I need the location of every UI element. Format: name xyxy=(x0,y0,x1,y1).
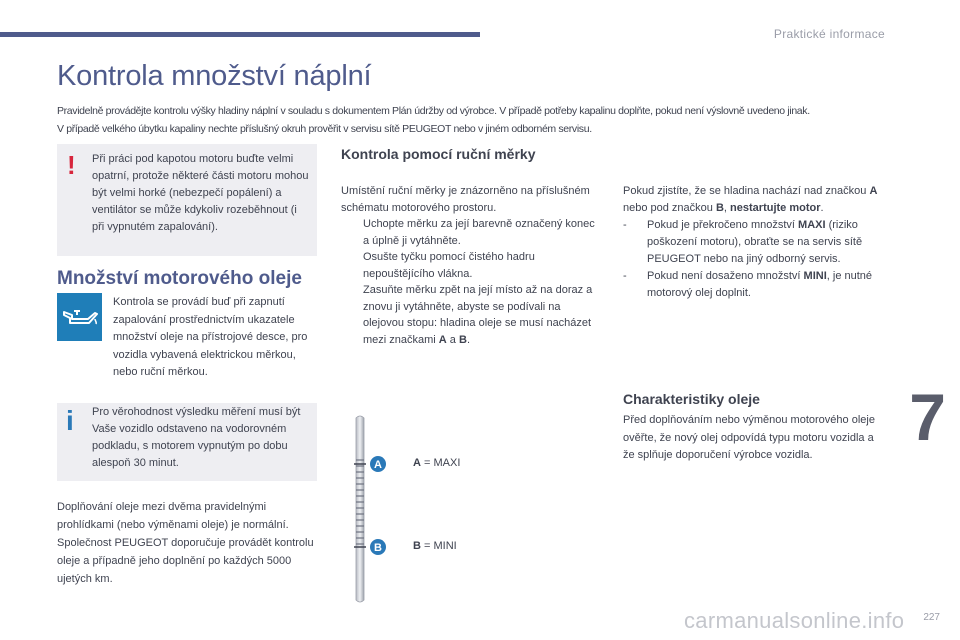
label-maxi xyxy=(413,457,460,469)
dipstick-step xyxy=(341,282,603,348)
level-period: . xyxy=(820,202,824,214)
dipstick-body xyxy=(341,183,603,348)
level-stop: nestartujte motor xyxy=(730,202,821,214)
level-min-item xyxy=(623,268,885,302)
info-text: Pro věrohodnost výsledku měření musí být Vaše vozidlo odstaveno na vodorovném podkladu, s motorem vypnutým po dobu alespoň 30 minut. xyxy=(92,406,301,469)
label-mini xyxy=(413,540,457,552)
mark-a: A xyxy=(438,333,447,346)
dash: - xyxy=(623,270,627,282)
warning-icon: ! xyxy=(67,150,76,180)
watermark: carmanualsonline.info xyxy=(684,608,905,633)
intro-text xyxy=(57,102,907,138)
characteristics-text: Před doplňováním nebo výměnou motorového oleje ověřte, že nový olej odpovídá typu motoru vozidla a že splňuje doporučení výrobce vozidla. xyxy=(623,414,875,461)
level-intro xyxy=(623,183,885,217)
intro-line-2: V případě velkého úbytku kapaliny nechte příslušný okruh prověřit v servisu sítě PEUGEOT nebo v jiném odborném servisu. xyxy=(57,123,592,135)
min-pre: Pokud není dosaženo množství xyxy=(647,270,804,282)
info-icon: i xyxy=(66,405,74,436)
oil-can-icon xyxy=(57,293,102,341)
dipstick-heading: Kontrola pomocí ruční měrky xyxy=(341,146,536,162)
max-post: (riziko poškození motoru), obraťte se na servis sítě PEUGEOT nebo na jiný odborný servis. xyxy=(647,219,863,265)
header-bar xyxy=(0,32,480,37)
section-title: Praktické informace xyxy=(773,27,885,41)
oil-text: Kontrola se provádí buď při zapnutí zapalování prostřednictvím ukazatele množství oleje na přístrojové desce, pro vozidla vybavená elektrickou měrkou, nebo ruční měrkou. xyxy=(113,296,308,378)
marker-b: B xyxy=(374,542,382,554)
label-a-key: A xyxy=(413,457,421,469)
level-pre: Pokud zjistíte, že se hladina nachází nad značkou xyxy=(623,185,870,197)
step-text: Zasuňte měrku zpět na její místo až na doraz a znovu ji vytáhněte, abyste se podívali na olejovou stopu: hladina oleje se musí nacházet mezi značkami xyxy=(363,284,593,346)
level-comma: , xyxy=(723,202,731,214)
page-title: Kontrola množství náplní xyxy=(57,60,372,92)
min-post: , je nutné motorový olej doplnit. xyxy=(647,270,873,299)
step-text: Uchopte měrku za její barevně označený konec a úplně ji vytáhněte. xyxy=(363,218,595,247)
step-text: Osušte tyčku pomocí čistého hadru nepouštějícího vlákna. xyxy=(363,251,535,280)
min-label: MINI xyxy=(803,270,827,282)
label-b-value: = MINI xyxy=(420,540,457,552)
dash: - xyxy=(623,219,627,231)
period: . xyxy=(466,333,470,346)
intro-line-1: Pravidelně provádějte kontrolu výšky hladiny náplní v souladu s dokumentem Plán údržby od výrobce. V případě potřeby kapalinu doplňte, pokud není výslovně uvedeno jinak. xyxy=(57,105,810,117)
level-text xyxy=(623,183,885,302)
characteristics-heading: Charakteristiky oleje xyxy=(623,391,760,407)
level-max-item xyxy=(623,217,885,268)
label-a-value: = MAXI xyxy=(420,457,461,469)
label-b-key: B xyxy=(413,540,421,552)
oil-heading: Množství motorového oleje xyxy=(57,268,302,289)
dipstick-intro: Umístění ruční měrky je znázorněno na příslušném schématu motorového prostoru. xyxy=(341,185,590,214)
level-mid: nebo pod značkou xyxy=(623,202,716,214)
level-mark-b: B xyxy=(715,202,724,214)
page-number: 227 xyxy=(923,612,940,623)
max-label: MAXI xyxy=(798,219,826,231)
warning-text: Při práci pod kapotou motoru buďte velmi opatrní, protože některé části motoru mohou být velmi horké (nebezpečí popálení) a ventilátor se může kdykoliv rozeběhnout (i při vypnutém zapalování). xyxy=(92,153,309,233)
chapter-number: 7 xyxy=(909,380,946,454)
max-pre: Pokud je překročeno množství xyxy=(647,219,799,231)
dipstick-step xyxy=(341,249,603,282)
mark-b: B xyxy=(458,333,467,346)
dipstick-illustration xyxy=(340,414,392,604)
dipstick-step xyxy=(341,216,603,249)
marker-a: A xyxy=(374,459,382,471)
word-and: a xyxy=(446,333,459,346)
refill-text: Doplňování oleje mezi dvěma pravidelnými prohlídkami (nebo výměnami oleje) je normální. Společnost PEUGEOT doporučuje provádět kontrolu oleje a případně jeho doplnění po každých 5000 ujetých km. xyxy=(57,501,314,585)
level-mark-a: A xyxy=(869,185,878,197)
